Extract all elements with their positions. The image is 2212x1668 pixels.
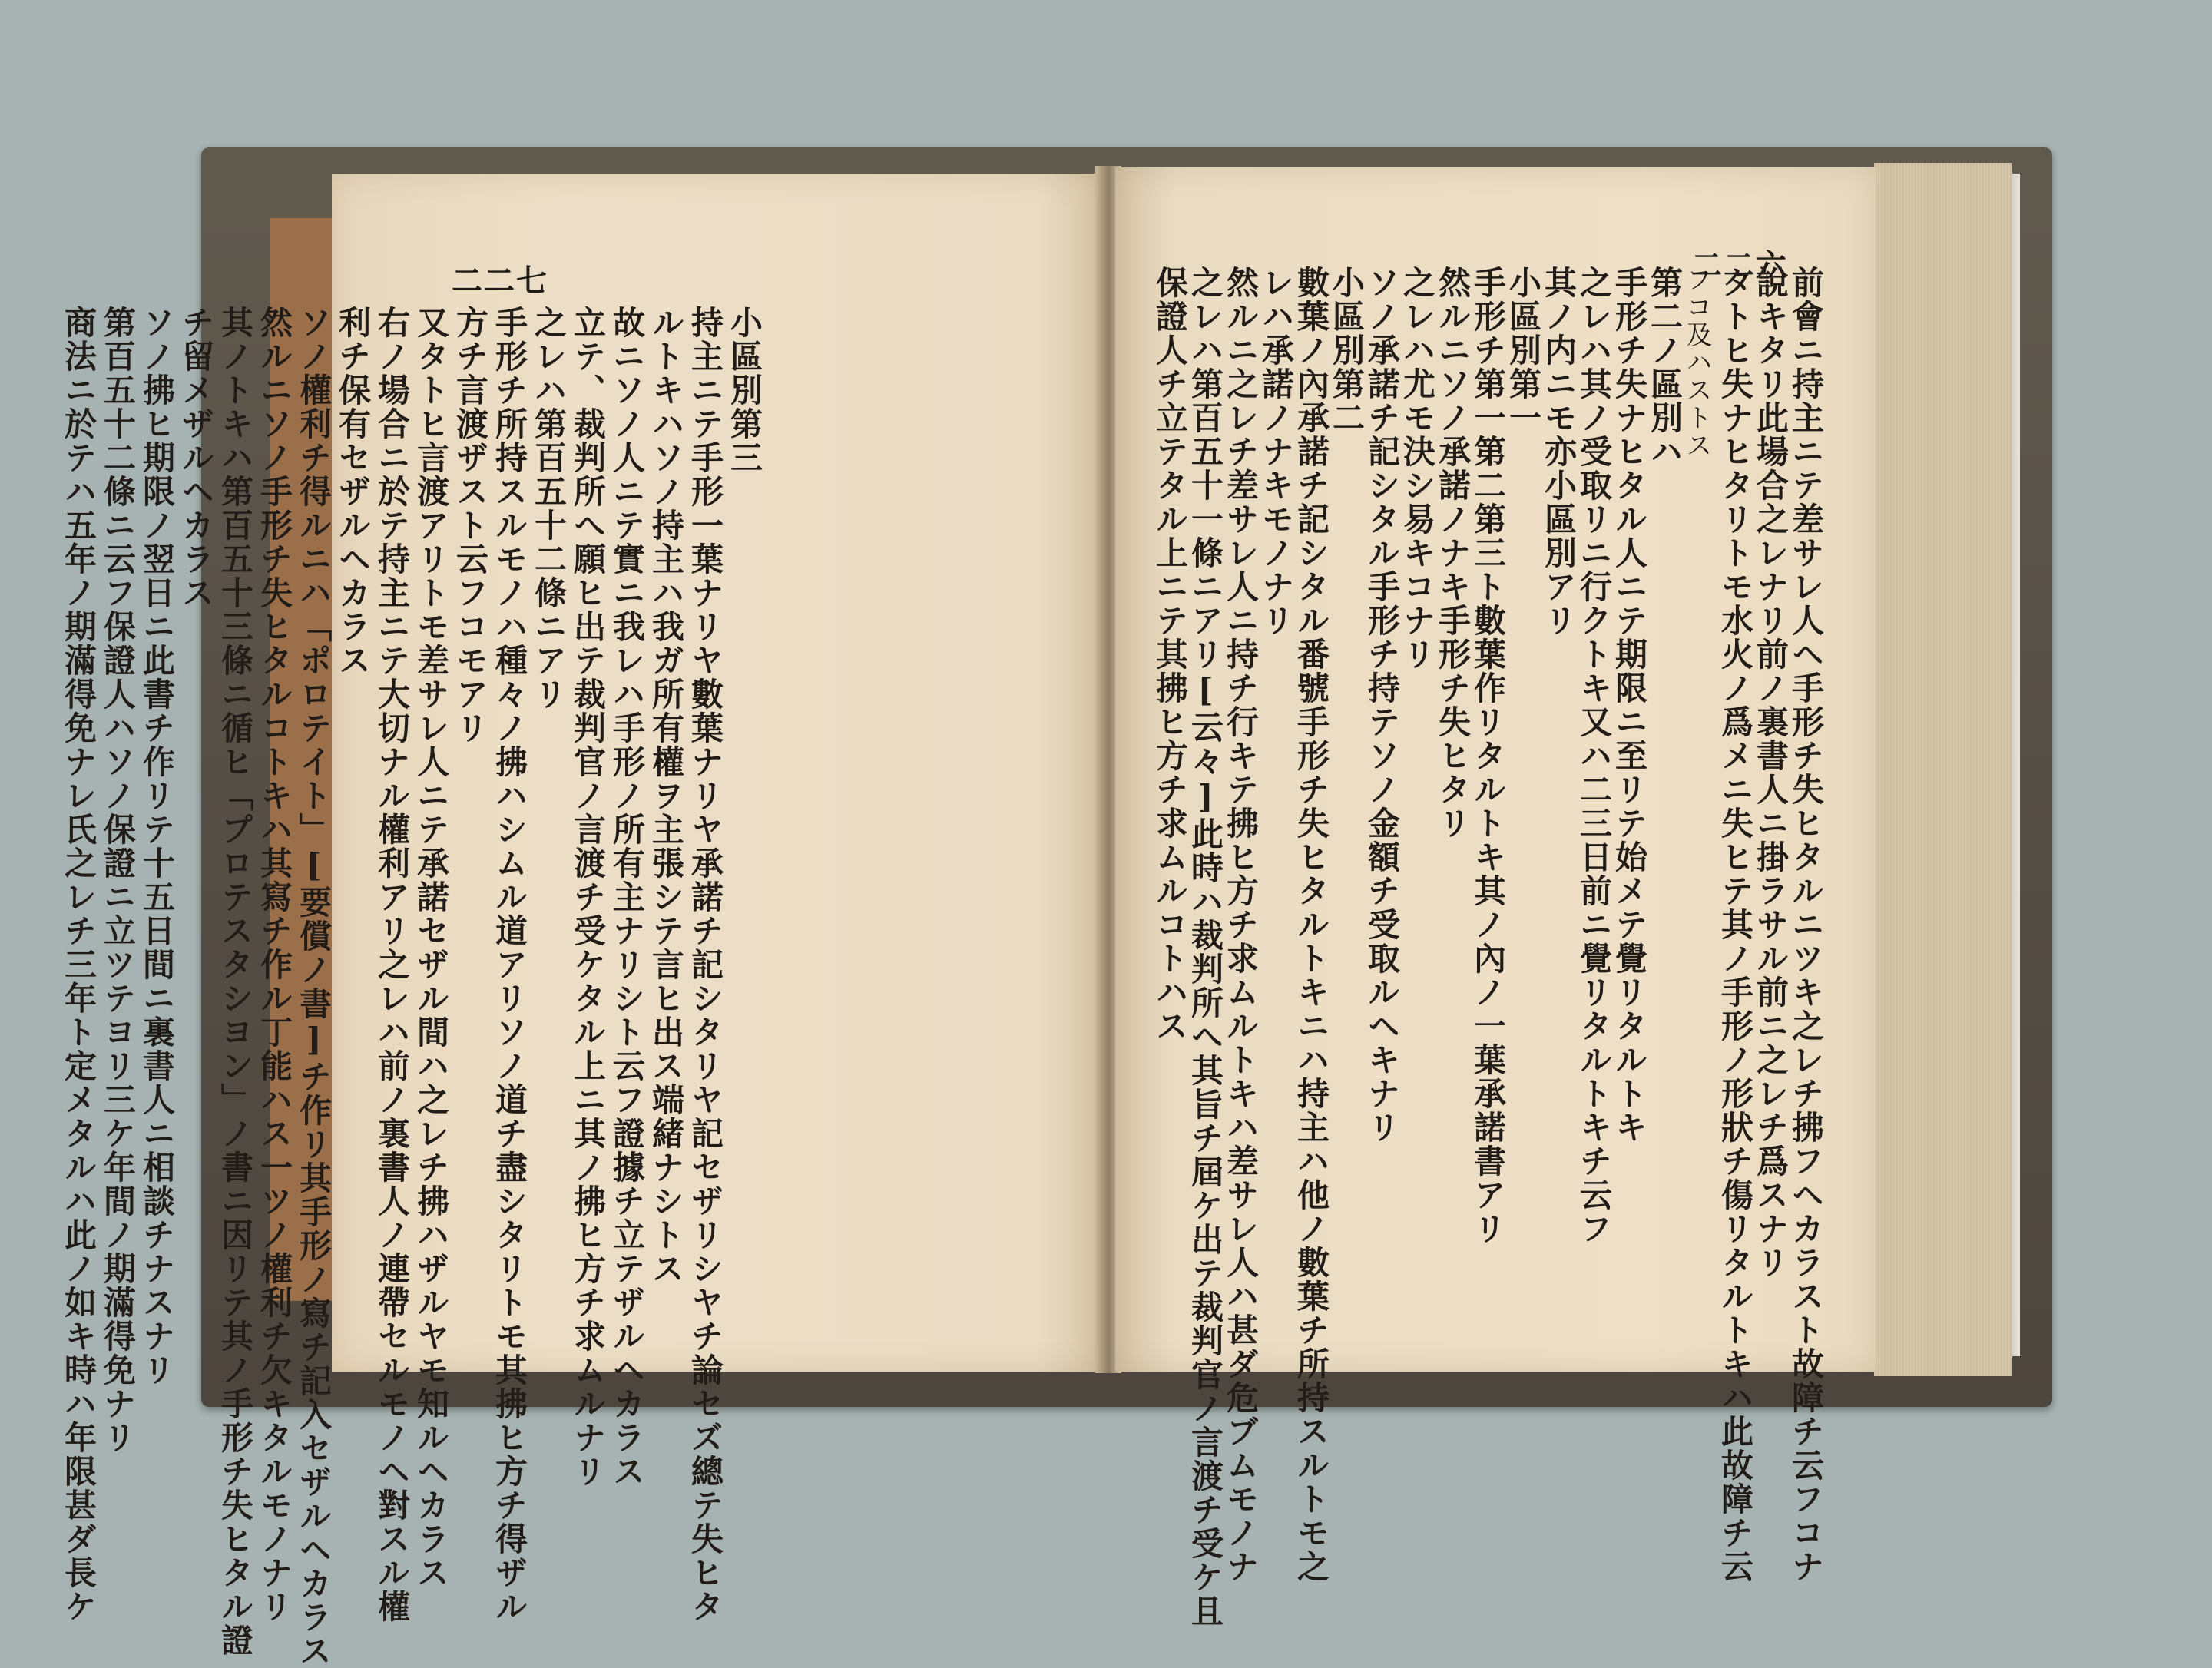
left-page xyxy=(60,174,1100,1668)
text-column: 第百五十二條ニ云フ保證人ハソノ保證ニ立ツテヨリ三ケ年間ノ期滿得免ナリ xyxy=(99,306,137,1455)
text-column: 前會ニ持主ニテ差サレ人ヘ手形チ失ヒタルニツキ之レチ拂フヘカラスト故障チ云フコナ xyxy=(1787,266,1825,1584)
text-column: 之レハ尤モ決シ易キコナリ xyxy=(1399,266,1436,671)
text-column: 手形チ所持スルモノハ種々ノ拂ハシムル道アリソノ道チ盡シタリトモ其拂ヒ方チ得ザル xyxy=(491,306,528,1623)
text-column: 小區別第三 xyxy=(726,306,763,475)
text-column: 數葉ノ內承諾チ記シタル番號手形チ失ヒタルトキニハ持主ハ他ノ數葉チ所持スルトモ之 xyxy=(1293,266,1330,1584)
page-edges xyxy=(1874,163,2012,1376)
text-column: 故ニソノ人ニテ實ニ我レハ手形ノ所有主ナリシト云フ證據チ立テザルヘカラス xyxy=(608,306,646,1488)
text-column: 之レハ第百五十二條ニアリ xyxy=(530,306,568,711)
text-column: 之レハ第百五十一條ニアリ[云々]此時ハ裁判所へ其旨チ屆ケ出テ裁判官ノ言渡チ受ケ且 xyxy=(1187,266,1224,1628)
text-column: 小區別第一 xyxy=(1505,266,1542,435)
text-column: チ留メザルヘカラス xyxy=(177,306,215,610)
text-column: 然ルニ之レチ差サレ人ニ持チ行キテ拂ヒ方チ求ムルトキハ差サレ人ハ甚ダ危ブムモノナ xyxy=(1222,266,1260,1584)
text-column: 之レハ其ノ受取リニ行クトキ又ハ二三日前ニ覺リタルトキチ云フ xyxy=(1575,266,1613,1246)
text-column: 小區別第二 xyxy=(1328,266,1366,435)
text-column: 持主ニテ手形一葉ナリヤ數葉ナリヤ承諾チ記シタリヤ記セザリシヤチ論セズ總テ失ヒタ xyxy=(687,306,724,1623)
text-column: 右ノ場合ニ於テ持主ニテ大切ナル權利アリ之レハ前ノ裏書人ノ連帶セルモノヘ對スル權 xyxy=(373,306,411,1623)
text-column: 其ノ内ニモ亦小區別アリ xyxy=(1540,266,1578,637)
text-column: フコ及ハストス xyxy=(1681,266,1712,459)
text-column: ソノ承諾チ記シタル手形チ持テソノ金額チ受取ルヘキナリ xyxy=(1363,266,1401,1144)
text-column: 說キタリ此場合之レナリ前ノ裏書人ニ掛ラサル前ニ之レチ爲スナリ xyxy=(1752,266,1790,1279)
text-column: 立テ、裁判所へ願ヒ出テ裁判官ノ言渡チ受ケタル上ニ其ノ拂ヒ方チ求ムルナリ xyxy=(569,306,607,1488)
page-number-left: 二二七 xyxy=(452,263,548,299)
text-column: 商法ニ於テハ五年ノ期滿得免ナレ氏之レチ三年ト定メタルハ此ノ如キ時ハ年限甚ダ長ケ xyxy=(60,306,98,1623)
text-column: 手形チ失ナヒタル人ニテ期限ニ至リテ始メテ覺リタルトキ xyxy=(1611,266,1648,1144)
text-column: ソノ拂ヒ期限ノ翌日ニ此書チ作リテ十五日間ニ裏書人ニ相談チナスナリ xyxy=(138,306,176,1387)
text-column: 利チ保有セザルヘカラス xyxy=(334,306,372,677)
right-page xyxy=(1115,167,1876,1628)
text-column: 然ルニソノ承諾ノナキ手形チ失ヒタリ xyxy=(1434,266,1472,840)
text-column: 手形チ第一第二第三ト數葉作リタルトキ其ノ內ノ一葉承諾書アリ xyxy=(1469,266,1507,1246)
page-number-right: 二二六 xyxy=(1691,247,1788,283)
text-column: 其ノトキハ第百五十三條ニ循ヒ「プロテスタシヨン」ノ書ニ因リテ其ノ手形チ失ヒタル證 xyxy=(217,306,254,1657)
text-column: ルトキハソノ持主ハ我ガ所有權ヲ主張シテ言ヒ出ス端緒ナシトス xyxy=(647,306,685,1286)
text-column: 然ルニソノ手形チ失ヒタルコトキハ其寫チ作ル丁能ハス一ツノ權利チ欠キタルモノナリ xyxy=(256,306,293,1623)
text-column: ソノ權利チ得ルニハ「ポロテイト」[要償ノ書]チ作リ其手形ノ寫チ記入セザルヘカラス xyxy=(295,306,333,1668)
text-column: 第二ノ區別ハ xyxy=(1646,266,1684,468)
text-column: レハ承諾ノナキモノナリ xyxy=(1257,266,1295,637)
text-column: 方チ言渡ザスト云フコモアリ xyxy=(452,306,489,745)
text-column: タトヒ失ナヒタリトモ水火ノ爲メニ失ヒテ其ノ手形ノ形狀チ傷リタルトキハ此故障チ云 xyxy=(1717,266,1754,1584)
text-column: 又タトヒ言渡アリトモ差サレ人ニテ承諾セザル間ハ之レチ拂ハザルヤモ知ルヘカラス xyxy=(412,306,450,1590)
text-column: 保證人チ立テタル上ニテ其拂ヒ方チ求ムルコトハス xyxy=(1151,266,1189,1043)
